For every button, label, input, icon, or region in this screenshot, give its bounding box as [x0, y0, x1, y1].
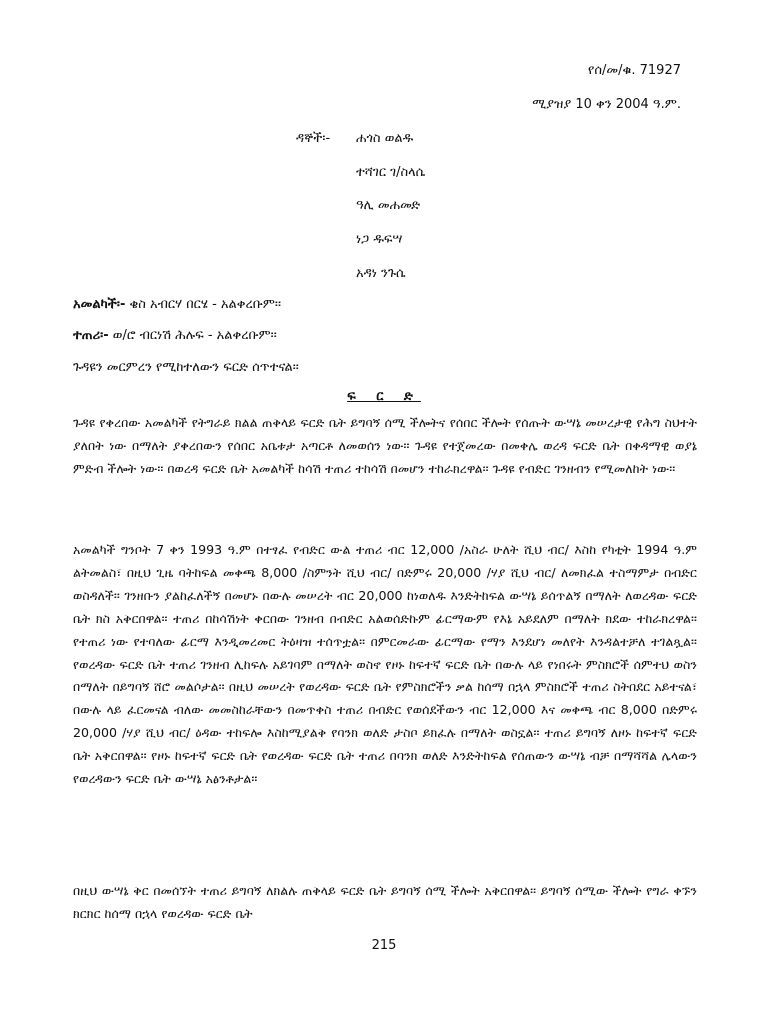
judge-name: ዓሊ መሐመድ: [356, 198, 421, 213]
judge-name: ተሻገር ገ/ስላሴ: [356, 165, 426, 180]
page-number: 215: [371, 938, 397, 953]
judge-name: አዳነ ንጉሴ: [356, 266, 406, 281]
judges-label: ዳኞች፡-: [296, 131, 331, 146]
paragraph: ጉዳዩ የቀረበው አመልካች የትግራይ ክልል ጠቅላይ ፍርድ ቤት ይግባኝ ሰሚ ችሎትና የሰበር ችሎት የሰጡት ውሣኔ መሠረታዊ የሕግ ስህተት ያለበት ነው በማለት ያቀረበውን የሰበር አቤቱታ አጣርቶ ለመወሰን ነው፡፡ ጉዳዩ የተጀመረው በመቀሌ ወረዳ ፍርድ ቤት በቀዳማዊ ወያኔ ምድብ ችሎት ነው፡፡ በወረዳ ፍርድ ቤት አመልካች ከሳሽ ተጠሪ ተከሳሽ በመሆን ተከራክረዋል፡፡ ጉዳዩ የብድር ገንዘብን የሚመለከት ነው፡፡: [73, 415, 697, 476]
intro-sentence: ጉዳዩን መርምረን የሚከተለውን ፍርድ ሰጥተናል፡፡: [73, 360, 299, 375]
applicant-name: ቄስ አብርሃ በርሄ - አልቀረቡም፡፡: [129, 297, 282, 312]
file-number: የሰ/መ/ቁ. 71927: [588, 63, 681, 78]
applicant-line: [73, 297, 281, 312]
respondent-label: ተጠሪ፡-: [73, 328, 109, 343]
judge-name: ነጋ ዱፍሣ: [356, 232, 403, 247]
respondent-line: [73, 328, 277, 343]
applicant-label: አመልካች፡-: [73, 297, 126, 312]
judge-name: ሐጎስ ወልዱ: [356, 131, 414, 146]
judgment-heading: ፍ ር ድ: [347, 389, 421, 404]
decision-date: ሚያዝያ 10 ቀን 2004 ዓ.ም.: [532, 97, 681, 112]
paragraph: አመልካች ግንቦት 7 ቀን 1993 ዓ.ም በተፃፈ የብድር ውል ተጠሪ ብር 12,000 /አስራ ሁለት ሺህ ብር/ እስከ የካቲት 1994 ዓ.ም ልትመልስ፣ በዚህ ጊዜ ባትከፍል መቀጫ 8,000 /ስምንት ሺህ ብር/ በድምሩ 20,000 /ሃያ ሺህ ብር/ ለመክፈል ተስማምታ በብድር ወስዳለች፡፡ ገንዘቡን ያልከፈለችኝ በመሆኑ በውሉ መሠረት ብር 20,000 ከነወለዱ እንድትከፍል ውሣኔ ይሰጥልኝ በማለት ለወረዳው ፍርድ ቤት ክስ አቅርበዋል፡፡ ተጠሪ በከሳሽነት ቀርበው ገንዘብ በብድር አልወሰድኩም ፊርማውም የእኔ አይደለም በማለት ክደው ተከራክረዋል፡፡ የተጠሪ ነው የተባለው ፊርማ እንዲመረመር ትዕዛዝ ተሰጥቷል፡፡ በምርመራው ፊርማው የማን እንደሆነ መለየት እንዳልተቻለ ተገልጿል፡፡ የወረዳው ፍርድ ቤት ተጠሪ ገንዘብ ሊከፍሉ አይገባም በማለት ወስኖ የዞኑ ከፍተኛ ፍርድ ቤት በውሉ ላይ የነበሩት ምስክሮች ሰምተህ ወስን በማለት በይግባኝ ሸሮ መልሶታል፡፡ በዚህ መሠረት የወረዳው ፍርድ ቤት የምስክሮችን ቃል ከሰማ በኋላ ምስክሮች ተጠሪ ስትበደር አይተናል፣ በውሉ ላይ ፈርመናል ብለው መመስከራቸውን በመጥቀስ ተጠሪ በብድር የወሰደችውን ብር 12,000 እና መቀጫ ብር 8,000 በድምሩ 20,000 /ሃያ ሺህ ብር/ ዕዳው ተከፍሎ እስከሚያልቅ የባንክ ወለድ ታስቦ ይክፈሉ በማለት ወስኗል፡፡ ተጠሪ ይግባኝ ለዞኑ ከፍተኛ ፍርድ ቤት አቅርበዋል፡፡ የዞኑ ከፍተኛ ፍርድ ቤት የወረዳው ፍርድ ቤት ተጠሪ በባንክ ወለድ እንድትከፍል የሰጠውን ውሣኔ ብቻ በማሻሻል ሌላውን የወረዳውን ፍርድ ቤት ውሣኔ አፅንቶታል፡፡: [73, 542, 697, 787]
paragraph: በዚህ ውሣኔ ቅር በመሰኘት ተጠሪ ይግባኝ ለክልሉ ጠቅላይ ፍርድ ቤት ይግባኝ ሰሚ ችሎት አቅርበዋል፡፡ ይግባኝ ሰሚው ችሎት የግራ ቀኙን ክርክር ከሰማ በኋላ የወረዳው ፍርድ ቤት: [73, 883, 697, 921]
respondent-name: ወ/ሮ ብርነሽ ሕሉፍ - አልቀረቡም፡፡: [112, 328, 277, 343]
